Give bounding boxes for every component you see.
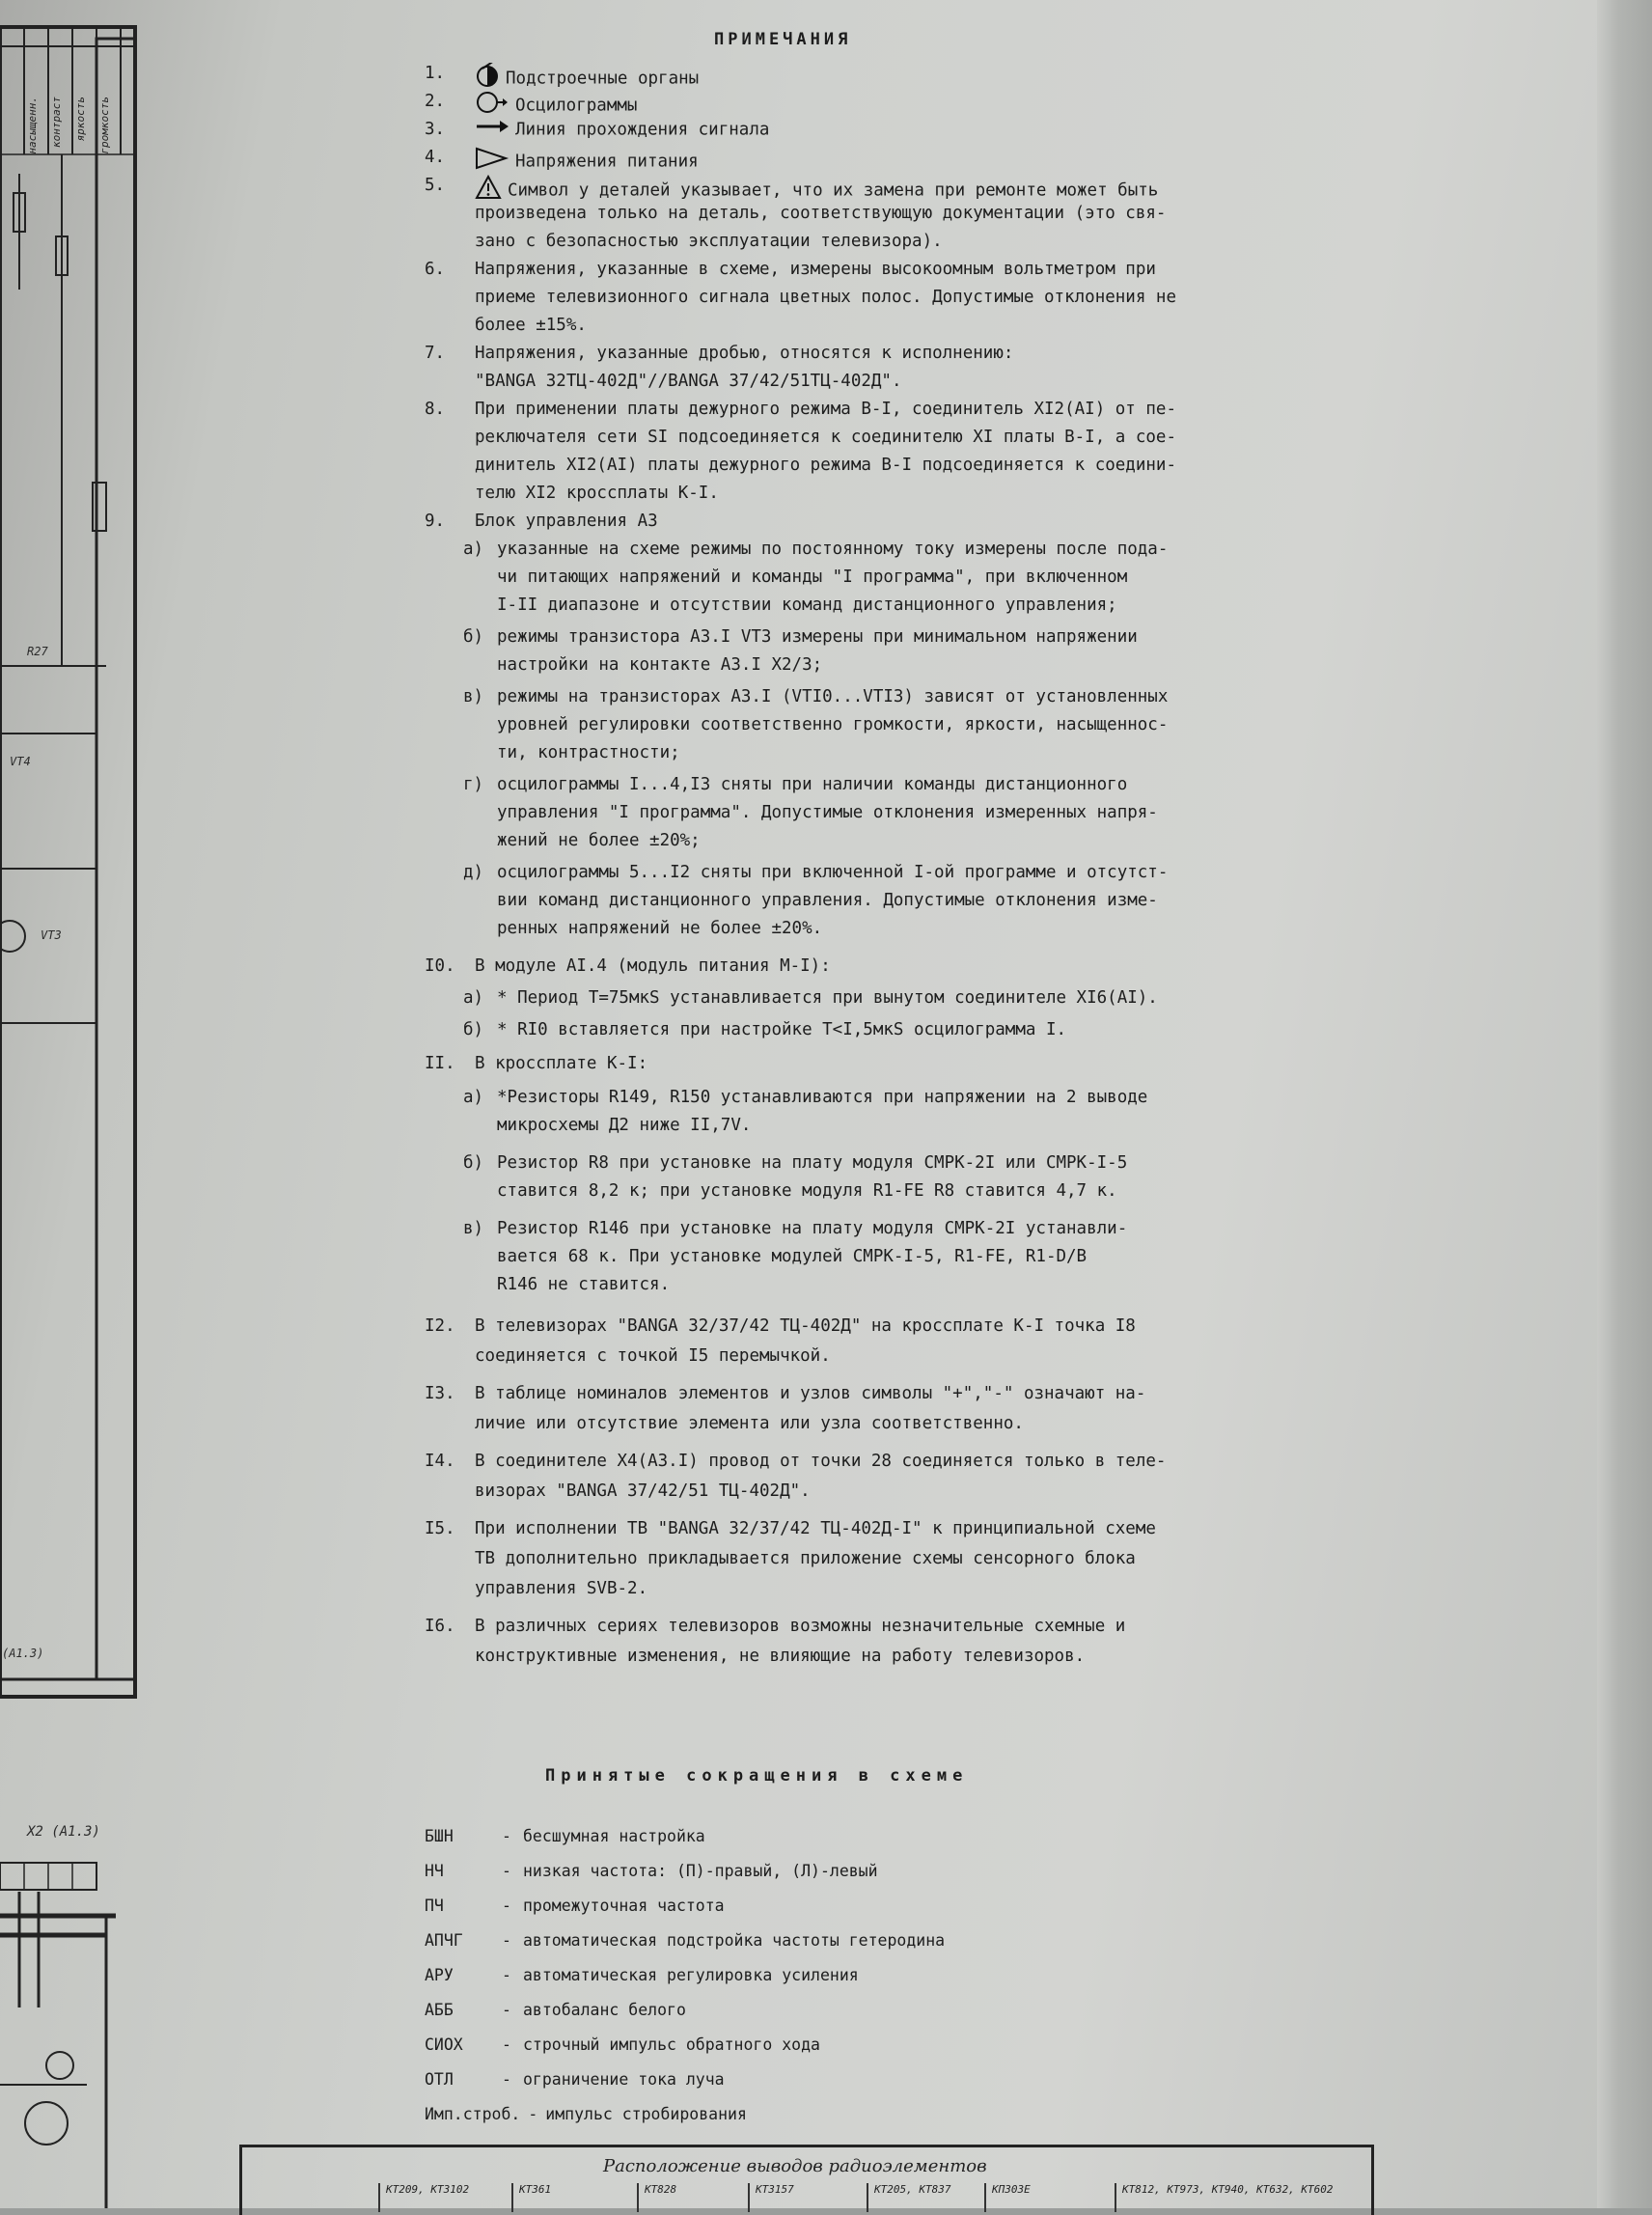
note10-line: * Период Т=75мкS устанавливается при вынутом соединителе XI6(AI). [497, 988, 1158, 1008]
note-text: "BANGA 32ТЦ-402Д"//BANGA 37/42/51ТЦ-402Д". [475, 372, 902, 391]
note-line: конструктивные изменения, не влияющие на работу телевизоров. [475, 1647, 1086, 1666]
note9-line: режимы на транзисторах А3.I (VTI0...VTI3) зависят от установленных [497, 687, 1169, 706]
note9-line: жений не более ±20%; [497, 831, 701, 850]
note-number: 4. [425, 148, 446, 167]
note-line [475, 315, 1440, 337]
note10-letter: а) [463, 988, 484, 1008]
abbreviation-row [425, 1897, 725, 1915]
pinout-table-cell: КТ209, КТ3102 [378, 2183, 504, 2212]
note10-letter: б) [463, 1020, 484, 1039]
note-line [475, 427, 1440, 449]
pinout-table-cell: КТ205, КТ837 [867, 2183, 977, 2212]
note-line: В телевизорах "BANGA 32/37/42 ТЦ-402Д" на кроссплате К-I точка I8 [475, 1316, 1136, 1336]
note-line [475, 455, 1440, 477]
note-text: произведена только на деталь, соответствующую документации (это свя- [475, 204, 1167, 223]
note-line [475, 483, 1440, 505]
note9-line: вии команд дистанционного управления. Допустимые отклонения изме- [497, 891, 1158, 910]
note-text: Напряжения питания [515, 152, 699, 172]
pinout-table-cell: КП303Е [984, 2183, 1107, 2212]
abbreviation-dash: - [502, 1931, 511, 1950]
note-text: телю XI2 кроссплаты К-I. [475, 484, 719, 503]
note-line: личие или отсутствие элемента или узла соответственно. [475, 1414, 1024, 1433]
abbreviation-key: АРУ [425, 1966, 454, 1984]
note-text: Осцилограммы [515, 96, 638, 116]
note-number: I2. [425, 1316, 455, 1336]
note-number: 7. [425, 344, 446, 363]
abbreviation-row [425, 1862, 878, 1880]
abbreviation-key: БШН [425, 1827, 454, 1845]
abbreviation-value: импульс стробирования [545, 2105, 747, 2123]
note-number: I5. [425, 1519, 455, 1538]
note9-letter: б) [463, 627, 484, 647]
abbreviation-dash: - [502, 2035, 511, 2054]
abbreviation-row [425, 1966, 859, 1984]
note-text: приеме телевизионного сигнала цветных полос. Допустимые отклонения не [475, 288, 1176, 307]
note-line [475, 203, 1440, 225]
abbreviation-key: АПЧГ [425, 1931, 463, 1950]
abbreviation-value: автоматическая подстройка частоты гетеродина [523, 1931, 946, 1950]
note-line [475, 511, 1440, 533]
note-line: управления SVB-2. [475, 1579, 648, 1598]
note-line [475, 231, 1440, 253]
note-number: II. [425, 1054, 455, 1073]
schematic-label: VT4 [10, 755, 31, 768]
note11-line: Резистор R146 при установке на плату модуля СМРК-2I устанавли- [497, 1219, 1128, 1238]
note9-line: уровней регулировки соответственно громкости, яркости, насыщеннос- [497, 715, 1169, 734]
note-text: Блок управления А3 [475, 512, 658, 531]
abbreviation-row [425, 2001, 686, 2019]
note-line: соединяется с точкой I5 перемычкой. [475, 1346, 831, 1366]
note-text: более ±15%. [475, 316, 587, 335]
abbreviation-value: промежуточная частота [523, 1897, 725, 1915]
note11-line: Резистор R8 при установке на плату модуля СМРК-2I или СМРК-I-5 [497, 1153, 1128, 1173]
pinout-table-cell: КТ361 [511, 2183, 629, 2212]
note-number: I0. [425, 956, 455, 976]
note-number: I4. [425, 1452, 455, 1471]
note-number: I6. [425, 1617, 455, 1636]
note-number: 5. [425, 176, 446, 195]
abbreviation-dash: - [502, 1862, 511, 1880]
pinout-table-cell: КТ812, КТ973, КТ940, КТ632, КТ602 [1115, 2183, 1367, 2212]
note9-line: ренных напряжений не более ±20%. [497, 919, 823, 938]
note-number: 9. [425, 512, 446, 531]
note-number: 3. [425, 120, 446, 139]
schematic-label: X2 (A1.3) [27, 1824, 100, 1840]
abbreviation-dash: - [502, 1827, 511, 1845]
note-text: При применении платы дежурного режима В-I, соединитель XI2(AI) от пе- [475, 400, 1176, 419]
note-text: Линия прохождения сигнала [515, 120, 770, 140]
note-number: 6. [425, 260, 446, 279]
abbreviation-dash: - [502, 2001, 511, 2019]
schematic-label: VT3 [41, 928, 62, 942]
abbreviation-value: низкая частота: (П)-правый, (Л)-левый [523, 1862, 878, 1880]
note-line: визорах "BANGA 37/42/51 ТЦ-402Д". [475, 1481, 811, 1501]
note-number: I3. [425, 1384, 455, 1403]
schematic-label: насыщенн. [26, 97, 39, 154]
schematic-label: контраст [50, 97, 63, 148]
note-line [475, 399, 1440, 421]
abbreviation-dash: - [502, 2070, 511, 2089]
abbreviation-value: бесшумная настройка [523, 1827, 705, 1845]
note9-line: указанные на схеме режимы по постоянному току измерены после пода- [497, 540, 1169, 559]
schematic-label: громкость [98, 97, 111, 154]
note-line: При исполнении ТВ "BANGA 32/37/42 ТЦ-402Д-I" к принципиальной схеме [475, 1519, 1156, 1538]
note-text: Напряжения, указанные в схеме, измерены высокоомным вольтметром при [475, 260, 1156, 279]
note-line [475, 91, 1440, 121]
note-text: В модуле AI.4 (модуль питания М-I): [475, 956, 831, 976]
note-line: ТВ дополнительно прикладывается приложение схемы сенсорного блока [475, 1549, 1136, 1568]
note11-line: вается 68 к. При установке модулей СМРК-I-5, R1-FE, R1-D/B [497, 1247, 1088, 1266]
note9-line: управления "I программа". Допустимые отклонения измеренных напря- [497, 803, 1158, 822]
abbreviation-key: АББ [425, 2001, 454, 2019]
note9-line: осцилограммы 5...I2 сняты при включенной I-ой программе и отсутст- [497, 863, 1169, 882]
pinout-table-title: Расположение выводов радиоэлементов [603, 2156, 987, 2176]
abbreviation-key: ОТЛ [425, 2070, 454, 2089]
arrow-icon [475, 119, 509, 141]
note-text: Подстроечные органы [506, 69, 700, 89]
note-line: В различных сериях телевизоров возможны незначительные схемные и [475, 1617, 1126, 1636]
note11-line: *Резисторы R149, R150 устанавливаются при напряжении на 2 выводе [497, 1088, 1148, 1107]
abbreviation-row [425, 2070, 725, 2089]
circle-arrow-icon [475, 91, 509, 121]
note-text: зано с безопасностью эксплуатации телевизора). [475, 232, 943, 251]
paper-fold [1597, 0, 1652, 2208]
note9-line: режимы транзистора А3.I VT3 измерены при минимальном напряжении [497, 627, 1138, 647]
abbreviation-row [425, 1931, 945, 1950]
abbreviation-dash: - [528, 2105, 538, 2123]
abbreviations-title: Принятые сокращения в схеме [545, 1766, 969, 1786]
schematic-label: яркость [74, 97, 87, 142]
note9-letter: в) [463, 687, 484, 706]
note11-line: микросхемы Д2 ниже II,7V. [497, 1116, 752, 1135]
note9-line: осцилограммы I...4,I3 сняты при наличии команды дистанционного [497, 775, 1128, 794]
note-line [475, 371, 1440, 393]
note9-line: ти, контрастности; [497, 743, 680, 762]
abbreviation-row [425, 2035, 820, 2054]
note-text: Напряжения, указанные дробью, относятся к исполнению: [475, 344, 1014, 363]
abbreviation-key: СИОХ [425, 2035, 463, 2054]
note9-line: I-II диапазоне и отсутствии команд дистанционного управления; [497, 595, 1117, 615]
note-line [475, 343, 1440, 365]
abbreviation-value: ограничение тока луча [523, 2070, 725, 2089]
pinout-table-cell: КТ3157 [748, 2183, 859, 2212]
note9-letter: д) [463, 863, 484, 882]
note11-letter: а) [463, 1088, 484, 1107]
notes-title: ПРИМЕЧАНИЯ [714, 30, 852, 49]
note-line [475, 147, 1440, 177]
note9-letter: г) [463, 775, 484, 794]
abbreviation-row [425, 2105, 747, 2123]
note-text: динитель XI2(AI) платы дежурного режима В-I подсоединяется к соедини- [475, 456, 1176, 475]
schematic-label: R27 [27, 645, 48, 658]
abbreviation-key: НЧ [425, 1862, 444, 1880]
note10-line: * RI0 вставляется при настройке Т<I,5мкS осцилограмма I. [497, 1020, 1067, 1039]
note9-letter: а) [463, 540, 484, 559]
note-line [475, 259, 1440, 281]
note-line: В таблице номиналов элементов и узлов символы "+","-" означают на- [475, 1384, 1146, 1403]
note9-line: чи питающих напряжений и команды "I программа", при включенном [497, 568, 1128, 587]
note-text: реключателя сети SI подсоединяется к соединителю XI платы В-I, а сое- [475, 428, 1176, 447]
note-line: В соединителе X4(А3.I) провод от точки 28 соединяется только в теле- [475, 1452, 1167, 1471]
schematic-fragment [0, 0, 193, 2208]
note-number: 2. [425, 92, 446, 111]
note-number: 1. [425, 64, 446, 83]
abbreviation-value: автобаланс белого [523, 2001, 686, 2019]
note9-line: настройки на контакте А3.I X2/3; [497, 655, 823, 675]
note-line [475, 119, 1440, 142]
schematic-label: (A1.3) [2, 1647, 44, 1660]
note-text: В кроссплате К-I: [475, 1054, 648, 1073]
note11-line: ставится 8,2 к; при установке модуля R1-FE R8 ставится 4,7 к. [497, 1181, 1117, 1201]
note-number: 8. [425, 400, 446, 419]
note11-letter: б) [463, 1153, 484, 1173]
abbreviation-value: строчный импульс обратного хода [523, 2035, 820, 2054]
abbreviation-value: автоматическая регулировка усиления [523, 1966, 859, 1984]
abbreviation-dash: - [502, 1966, 511, 1984]
note11-letter: в) [463, 1219, 484, 1238]
note11-line: R146 не ставится. [497, 1275, 671, 1294]
abbreviation-dash: - [502, 1897, 511, 1915]
abbreviation-key: Имп.строб. [425, 2105, 521, 2123]
pinout-table-cell: КТ828 [637, 2183, 741, 2212]
note-text: Символ у деталей указывает, что их замена при ремонте может быть [508, 180, 1159, 201]
abbreviation-key: ПЧ [425, 1897, 444, 1915]
triangle-icon [475, 147, 509, 177]
abbreviation-row [425, 1827, 705, 1845]
note-line [475, 287, 1440, 309]
